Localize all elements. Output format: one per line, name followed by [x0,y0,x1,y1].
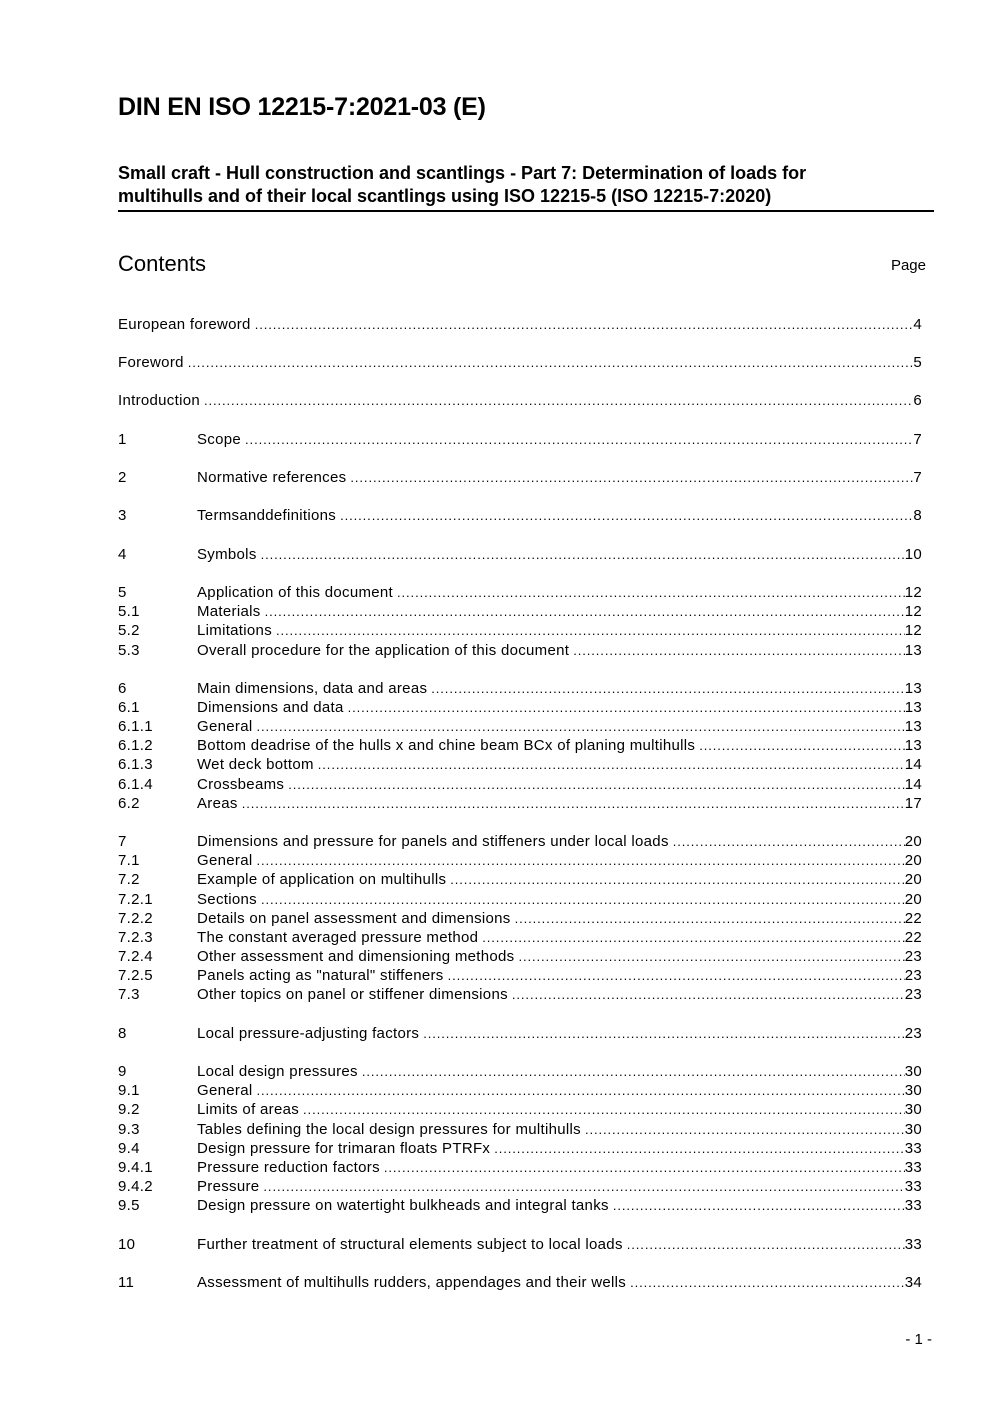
toc-entry-number: 9.4.1 [118,1159,153,1176]
toc-entry-number: 8 [118,1025,127,1042]
toc-entry[interactable] [118,602,922,621]
toc-entry[interactable] [118,353,922,372]
toc-entry[interactable] [118,947,922,966]
toc-entry-title: Main dimensions, data and areas [197,680,428,697]
toc-entry[interactable] [118,775,922,794]
toc-entry-title: Limits of areas [197,1101,300,1118]
toc-dot-leader [573,641,904,660]
toc-dot-leader [242,794,905,813]
toc-entry[interactable] [118,832,922,851]
toc-entry[interactable] [118,641,922,660]
toc-entry[interactable] [118,583,922,602]
toc-entry-title: Dimensions and data [197,699,344,716]
toc-entry-number: 7.2.4 [118,948,153,965]
toc-entry-page: 23 [904,967,922,984]
toc-entry-page: 13 [904,642,922,659]
toc-entry-page: 33 [904,1178,922,1195]
toc-entry-page: 23 [904,1025,922,1042]
toc-entry-page: 30 [904,1082,922,1099]
toc-entry-page: 23 [904,948,922,965]
toc-entry[interactable] [118,506,922,525]
toc-dot-leader [673,832,905,851]
toc-entry[interactable] [118,1120,922,1139]
toc-entry-page: 7 [913,469,922,486]
toc-entry-title: Design pressure on watertight bulkheads and integral tanks [197,1197,609,1214]
toc-entry-number: 9.2 [118,1101,140,1118]
toc-entry-page: 14 [904,776,922,793]
toc-entry-number: 7.2.5 [118,967,153,984]
toc-entry-page: 4 [913,316,922,333]
toc-dot-leader [362,1062,905,1081]
toc-entry-title: Other assessment and dimensioning methods [197,948,515,965]
toc-entry-number: 6.1.1 [118,718,153,735]
toc-entry-page: 13 [904,699,922,716]
toc-entry-number: 7.3 [118,986,140,1003]
toc-entry-page: 13 [904,737,922,754]
toc-entry-title: Panels acting as "natural" stiffeners [197,967,444,984]
subtitle-line-1: Small craft - Hull construction and scantlings - Part 7: Determination of loads for [118,163,807,183]
toc-dot-leader [261,890,905,909]
toc-entry-title: Crossbeams [197,776,285,793]
toc-entry-page: 12 [904,603,922,620]
toc-entry-title: Bottom deadrise of the hulls x and chine beam BCx of planing multihulls [197,737,696,754]
toc-dot-leader [699,736,904,755]
toc-entry-page: 12 [904,622,922,639]
toc-dot-leader [613,1196,905,1215]
toc-dot-leader [318,755,905,774]
toc-entry-title: General [197,718,253,735]
toc-dot-leader [450,870,904,889]
toc-entry-number: 1 [118,431,127,448]
toc-entry-number: 10 [118,1236,136,1253]
toc-entry[interactable] [118,679,922,698]
toc-entry[interactable] [118,717,922,736]
toc-dot-leader [204,391,913,410]
toc-entry-page: 20 [904,891,922,908]
contents-heading: Contents [118,251,207,276]
toc-entry-number: 3 [118,507,127,524]
toc-entry-title: European foreword [118,316,251,333]
toc-entry-title: Example of application on multihulls [197,871,447,888]
toc-entry-title: Symbols [197,546,257,563]
toc-entry-number: 7.1 [118,852,140,869]
toc-entry-title: Pressure reduction factors [197,1159,380,1176]
toc-entry-title: Assessment of multihulls rudders, appendages and their wells [197,1274,627,1291]
toc-entry-page: 22 [904,910,922,927]
toc-entry-page: 8 [913,507,922,524]
toc-entry-title: Local design pressures [197,1063,358,1080]
toc-dot-leader [256,717,904,736]
toc-entry-number: 9.5 [118,1197,140,1214]
toc-dot-leader [494,1139,904,1158]
toc-entry-title: Materials [197,603,261,620]
toc-entry-number: 7.2.2 [118,910,153,927]
toc-entry-page: 17 [904,795,922,812]
page-column-label: Page [890,257,926,274]
toc-dot-leader [518,947,904,966]
toc-entry-title: Dimensions and pressure for panels and stiffeners under local loads [197,833,669,850]
toc-entry[interactable] [118,698,922,717]
toc-entry-number: 11 [118,1274,135,1291]
toc-entry-page: 20 [904,871,922,888]
toc-entry-page: 20 [904,852,922,869]
toc-entry[interactable] [118,1100,922,1119]
toc-dot-leader [256,1081,904,1100]
toc-entry[interactable] [118,1273,922,1292]
toc-entry-page: 33 [904,1159,922,1176]
page-number: - 1 - [905,1331,932,1348]
toc-entry-title: Pressure [197,1178,260,1195]
toc-entry[interactable] [118,794,922,813]
toc-entry-page: 7 [913,431,922,448]
toc-entry-page: 23 [904,986,922,1003]
toc-entry-number: 5.1 [118,603,140,620]
toc-dot-leader [384,1158,905,1177]
toc-entry-page: 14 [904,756,922,773]
toc-dot-leader [630,1273,905,1292]
toc-dot-leader [276,621,905,640]
toc-dot-leader [627,1235,905,1254]
toc-entry-number: 5.3 [118,642,140,659]
toc-entry[interactable] [118,1196,922,1215]
toc-entry-page: 33 [904,1140,922,1157]
toc-dot-leader [188,353,914,372]
toc-entry-page: 20 [904,833,922,850]
toc-entry[interactable] [118,1062,922,1081]
toc-entry-page: 33 [904,1197,922,1214]
toc-entry-number: 5 [118,584,127,601]
toc-entry[interactable] [118,755,922,774]
document-subtitle [118,162,934,212]
toc-entry[interactable] [118,928,922,947]
toc-entry-number: 9.3 [118,1121,140,1138]
toc-entry-number: 9.4 [118,1140,140,1157]
toc-entry-number: 6.1.2 [118,737,153,754]
toc-entry-title: Scope [197,431,242,448]
toc-entry-page: 10 [904,546,922,563]
toc-entry[interactable] [118,1081,922,1100]
toc-entry-page: 22 [904,929,922,946]
toc-entry[interactable] [118,1235,922,1254]
toc-entry[interactable] [118,870,922,889]
toc-entry-number: 4 [118,546,127,563]
toc-entry[interactable] [118,315,922,334]
toc-entry[interactable] [118,985,922,1004]
toc-entry[interactable] [118,1139,922,1158]
toc-dot-leader [397,583,905,602]
toc-entry-number: 9.1 [118,1082,140,1099]
toc-entry-title: Design pressure for trimaran floats PTRFx [197,1140,491,1157]
toc-dot-leader [255,315,914,334]
toc-entry[interactable] [118,621,922,640]
toc-dot-leader [585,1120,905,1139]
toc-dot-leader [263,1177,904,1196]
toc-entry-title: Other topics on panel or stiffener dimensions [197,986,508,1003]
toc-entry-page: 30 [904,1121,922,1138]
toc-entry[interactable] [118,391,922,410]
toc-dot-leader [512,985,905,1004]
toc-entry-number: 6.2 [118,795,140,812]
toc-entry-title: Wet deck bottom [197,756,314,773]
toc-entry-title: Termsanddefinitions [197,507,337,524]
toc-entry-title: The constant averaged pressure method [197,929,479,946]
toc-dot-leader [303,1100,905,1119]
toc-entry-page: 33 [904,1236,922,1253]
toc-dot-leader [261,545,905,564]
toc-entry[interactable] [118,966,922,985]
toc-entry-title: Local pressure-adjusting factors [197,1025,420,1042]
toc-dot-leader [256,851,904,870]
toc-entry-title: Tables defining the local design pressures for multihulls [197,1121,581,1138]
toc-dot-leader [340,506,913,525]
toc-entry-number: 6 [118,680,127,697]
toc-entry-title: General [197,852,253,869]
toc-entry-number: 5.2 [118,622,140,639]
toc-entry-number: 7 [118,833,127,850]
document-title: DIN EN ISO 12215-7:2021-03 (E) [118,93,486,121]
toc-dot-leader [288,775,905,794]
toc-dot-leader [348,698,905,717]
toc-entry[interactable] [118,909,922,928]
toc-entry-page: 12 [904,584,922,601]
toc-dot-leader [431,679,904,698]
toc-entry-title: Details on panel assessment and dimensions [197,910,511,927]
toc-dot-leader [448,966,905,985]
toc-entry-title: Areas [197,795,238,812]
toc-entry[interactable] [118,851,922,870]
toc-entry-page: 5 [913,354,922,371]
toc-entry[interactable] [118,430,922,449]
toc-dot-leader [515,909,905,928]
toc-entry-title: Sections [197,891,257,908]
toc-entry-page: 13 [904,718,922,735]
toc-dot-leader [350,468,913,487]
toc-dot-leader [482,928,904,947]
toc-entry-number: 7.2.1 [118,891,153,908]
toc-entry-page: 30 [904,1101,922,1118]
toc-entry-page: 6 [913,392,922,409]
toc-entry-number: 6.1.3 [118,756,153,773]
toc-entry-number: 7.2.3 [118,929,153,946]
toc-entry[interactable] [118,1024,922,1043]
toc-dot-leader [423,1024,904,1043]
toc-entry-title: Application of this document [197,584,394,601]
toc-entry-number: 6.1 [118,699,140,716]
toc-entry-title: Normative references [197,469,347,486]
toc-dot-leader [245,430,913,449]
subtitle-line-2: multihulls and of their local scantlings using ISO 12215-5 (ISO 12215-7:2020) [118,186,772,206]
toc-entry-title: Limitations [197,622,272,639]
toc-entry-number: 2 [118,469,127,486]
toc-entry-title: Foreword [118,354,184,371]
toc-entry-number: 9.4.2 [118,1178,153,1195]
toc-entry-title: Introduction [118,392,200,409]
toc-entry-number: 7.2 [118,871,140,888]
toc-entry[interactable] [118,1158,922,1177]
toc-entry-number: 9 [118,1063,127,1080]
toc-entry-title: Overall procedure for the application of this document [197,642,570,659]
toc-entry[interactable] [118,890,922,909]
toc-entry[interactable] [118,1177,922,1196]
toc-entry-number: 6.1.4 [118,776,153,793]
toc-dot-leader [265,602,905,621]
toc-entry[interactable] [118,736,922,755]
toc-entry[interactable] [118,545,922,564]
toc-entry-title: General [197,1082,253,1099]
toc-entry-page: 13 [904,680,922,697]
toc-entry-title: Further treatment of structural elements subject to local loads [197,1236,623,1253]
toc-entry-page: 34 [904,1274,922,1291]
toc-entry[interactable] [118,468,922,487]
toc-entry-page: 30 [904,1063,922,1080]
